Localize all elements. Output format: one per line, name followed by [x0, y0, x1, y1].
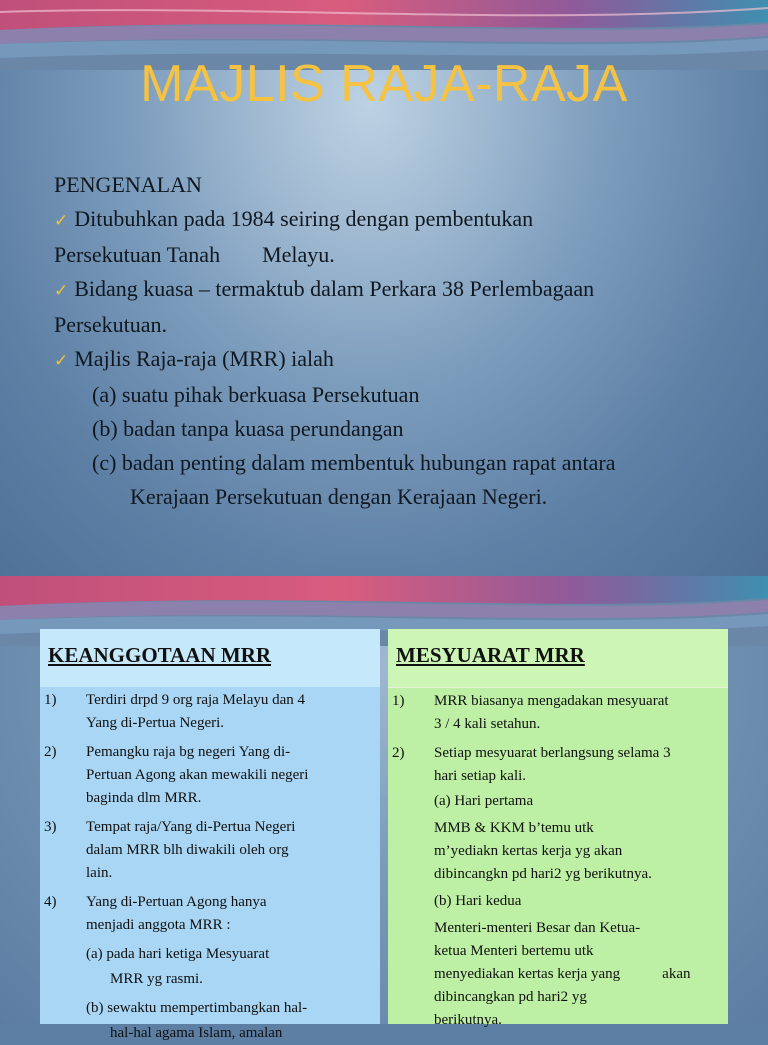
item-line: Tempat raja/Yang di-Pertua Negeri	[86, 819, 296, 835]
item-line: Pertuan Agong akan mewakili negeri	[86, 767, 309, 783]
slide-title: MAJLIS RAJA-RAJA	[140, 55, 628, 113]
day-2-label: (b) Hari kedua	[434, 893, 522, 909]
membership-list	[40, 687, 380, 1045]
item-number: 2)	[392, 745, 405, 761]
item-line: menjadi anggota MRR :	[86, 917, 231, 933]
day-2-line: dibincangkan pd hari2 yg	[434, 989, 587, 1005]
item-text	[86, 816, 295, 885]
item-line: Terdiri drpd 9 org raja Melayu dan 4	[86, 692, 306, 708]
sub-item-b: (b) badan tanpa kuasa perundangan	[92, 416, 404, 441]
membership-panel	[40, 629, 380, 1041]
item-text	[86, 891, 267, 937]
item-line: Setiap mesyuarat berlangsung selama 3	[434, 745, 671, 761]
bullet-2-line-1: Bidang kuasa – termaktub dalam Perkara 38 Perlembagaan	[74, 276, 595, 301]
list-item	[392, 690, 722, 736]
sub-item-c-cont: Kerajaan Persekutuan dengan Kerajaan Negeri.	[130, 484, 548, 509]
day-2-line: berikutnya.	[434, 1012, 502, 1028]
bullet-3-text: Majlis Raja-raja (MRR) ialah	[74, 346, 334, 371]
check-icon: ✓	[54, 281, 69, 301]
item-line: 3 / 4 kali setahun.	[434, 716, 541, 732]
sub-item-b-cont: hal-hal agama Islam, amalan	[110, 1025, 283, 1041]
sub-item-a-cont: MRR yg rasmi.	[110, 971, 203, 987]
day-2-line: Menteri-menteri Besar dan Ketua-	[434, 920, 641, 936]
sub-item-a: (a) pada hari ketiga Mesyuarat	[86, 946, 270, 962]
bullet-1	[54, 202, 754, 238]
sub-item-c: (c) badan penting dalam membentuk hubungan rapat antara	[92, 450, 616, 475]
day-1-line: MMB & KKM b’temu utk	[434, 820, 594, 836]
bullet-2-cont: Persekutuan.	[54, 312, 168, 337]
list-item	[44, 816, 374, 885]
item-line: Pemangku raja bg negeri Yang di-	[86, 744, 291, 760]
item-line: hari setiap kali.	[434, 768, 527, 784]
sub-item-a: (a) suatu pihak berkuasa Persekutuan	[92, 382, 420, 407]
item-line: baginda dlm MRR.	[86, 790, 202, 806]
item-line: lain.	[86, 865, 113, 881]
item-number: 2)	[44, 744, 57, 760]
membership-heading: KEANGGOTAAN MRR	[48, 643, 272, 667]
bullet-2	[54, 272, 754, 308]
item-line: dalam MRR blh diwakili oleh org	[86, 842, 289, 858]
sub-item-b: (b) sewaktu mempertimbangkan hal-	[86, 1000, 308, 1016]
meeting-header	[388, 629, 728, 688]
check-icon: ✓	[54, 211, 69, 231]
meeting-list	[388, 688, 728, 1032]
day-1-label: (a) Hari pertama	[434, 793, 534, 809]
list-item	[44, 891, 374, 937]
intro-body	[54, 168, 754, 514]
item-text	[434, 690, 669, 736]
day-2-line: menyediakan kertas kerja yang	[434, 966, 621, 982]
membership-header	[40, 629, 380, 687]
bullet-1-line-1: Ditubuhkan pada 1984 seiring dengan pembentukan	[74, 206, 534, 231]
bullet-3	[54, 342, 754, 378]
item-number: 1)	[44, 692, 57, 708]
check-icon: ✓	[54, 351, 69, 371]
item-line: Yang di-Pertua Negeri.	[86, 715, 225, 731]
item-number: 1)	[392, 693, 405, 709]
bullet-1-line-2a: Persekutuan Tanah	[54, 242, 221, 267]
item-number: 3)	[44, 819, 57, 835]
day-1-text	[392, 817, 722, 886]
section-heading: PENGENALAN	[54, 172, 202, 197]
item-line: MRR biasanya mengadakan mesyuarat	[434, 693, 669, 709]
item-text	[434, 742, 671, 788]
bullet-1-cont	[54, 238, 754, 272]
item-text	[86, 689, 305, 735]
day-1-line: dibincangkn pd hari2 yg berikutnya.	[434, 866, 652, 882]
day-1-line: m’yediakn kertas kerja yg akan	[434, 843, 623, 859]
bullet-1-line-2b: Melayu.	[262, 242, 335, 267]
meeting-heading: MESYUARAT MRR	[396, 643, 585, 667]
item-line: Yang di-Pertuan Agong hanya	[86, 894, 267, 910]
item-text	[86, 741, 308, 810]
list-item	[44, 741, 374, 810]
list-item	[44, 689, 374, 735]
item-number: 4)	[44, 894, 57, 910]
list-item	[392, 742, 722, 788]
day-2-line-end: akan	[662, 966, 691, 982]
day-2-line: ketua Menteri bertemu utk	[434, 943, 594, 959]
day-2-text	[392, 917, 722, 1032]
meeting-panel	[388, 629, 728, 1028]
